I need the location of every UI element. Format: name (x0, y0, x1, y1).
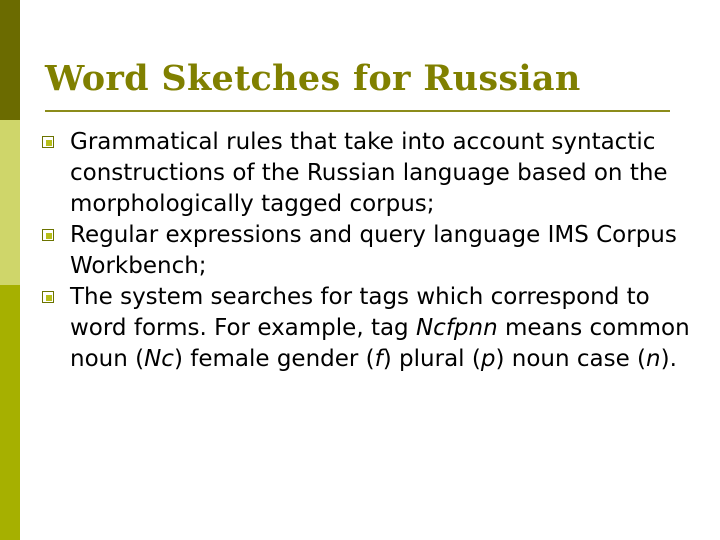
title-underline (45, 110, 670, 112)
sidebar-top-stripe (0, 0, 20, 120)
slide-title: Word Sketches for Russian (45, 58, 581, 99)
bullet-text-segment: ) female gender ( (173, 346, 375, 372)
bullet-list (42, 127, 702, 375)
bullet-text-segment: ) plural ( (382, 346, 481, 372)
bullet-item (42, 127, 702, 220)
tag-example: Ncfpnn (415, 315, 498, 341)
bullet-text: Grammatical rules that take into account syntactic constructions of the Russian language based on the morphologically tagged corpus; (70, 129, 668, 217)
sidebar-bottom-stripe (0, 285, 20, 540)
square-bullet-icon (42, 136, 54, 148)
bullet-text-segment: The system searches for tags which correspond to word forms. For example, tag (70, 284, 650, 341)
bullet-text-segment: ) noun case ( (495, 346, 647, 372)
tag-code-f: f (374, 346, 383, 372)
bullet-text (70, 284, 690, 372)
bullet-item (42, 282, 702, 375)
tag-code-p: p (480, 346, 496, 372)
tag-code-nc: Nc (144, 346, 174, 372)
bullet-text: Regular expressions and query language IMS Corpus Workbench; (70, 222, 677, 279)
bullet-text-segment: means common noun ( (70, 315, 690, 372)
bullet-text-segment: ). (660, 346, 677, 372)
bullet-item (42, 220, 702, 282)
square-bullet-icon (42, 291, 54, 303)
sidebar-middle-stripe (0, 120, 20, 285)
square-bullet-icon (42, 229, 54, 241)
tag-code-n: n (646, 346, 661, 372)
